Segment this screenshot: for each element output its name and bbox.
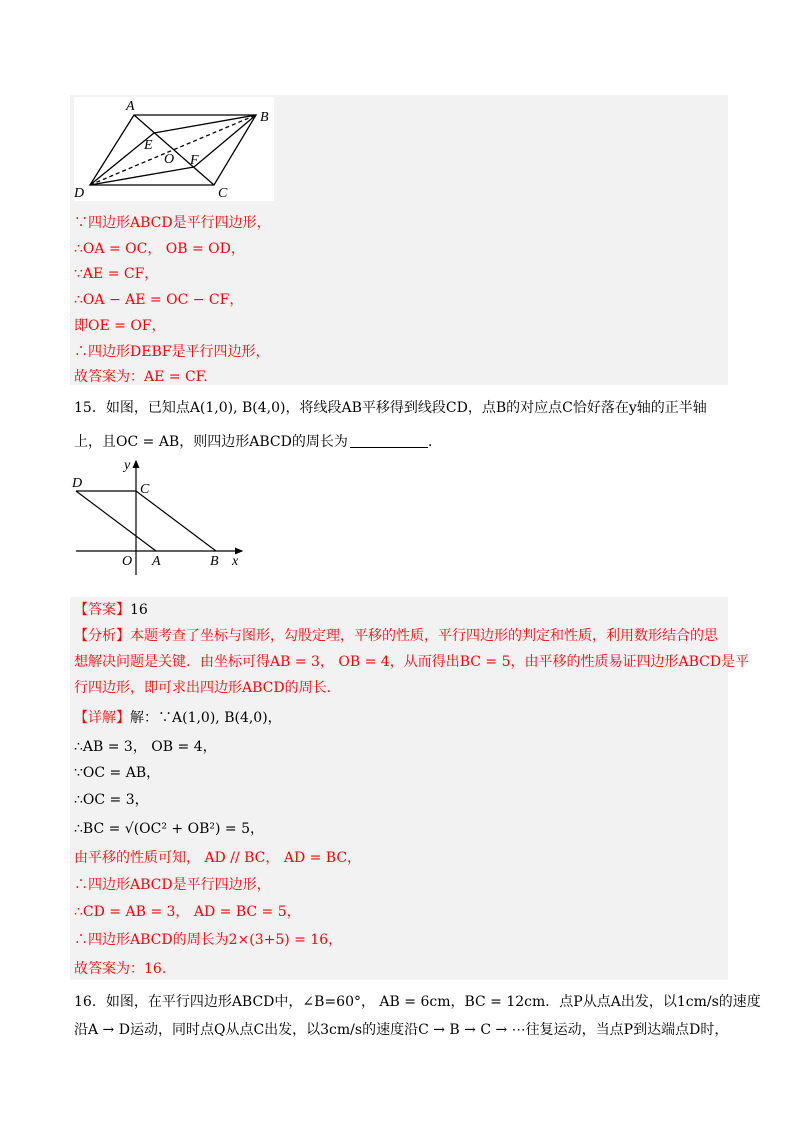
fig14-label-o: O xyxy=(164,152,175,167)
figure-15-coordinate-plane xyxy=(70,455,260,575)
fig15-label-o: O xyxy=(122,554,133,569)
fig15-label-x: x xyxy=(232,554,239,569)
question-16-line-2: 沿A → D运动，同时点Q从点C出发，以3cm/s的速度沿C → B → C → ⋯往复运动，当点P到达端点D时， xyxy=(74,1022,729,1038)
solution-14-line-7: 故答案为：AE = CF. xyxy=(74,369,208,385)
detail-line-8: ∴CD = AB = 3， AD = BC = 5， xyxy=(74,904,301,920)
detail-line-6: 由平移的性质可知， AD // BC， AD = BC， xyxy=(74,850,362,866)
detail-line-5: ∴BC = √(OC² + OB²) = 5， xyxy=(74,821,264,837)
fig14-label-f: F xyxy=(190,153,199,168)
fig14-label-a: A xyxy=(126,99,135,114)
detail-line-10: 故答案为：16. xyxy=(74,961,167,977)
answer-tag: 【答案】 xyxy=(74,602,130,618)
fig15-label-b: B xyxy=(210,554,219,569)
detail-text-1: 解：∵A(1,0), B(4,0)， xyxy=(130,710,282,726)
fig15-label-a: A xyxy=(152,554,161,569)
detail-line-1 xyxy=(74,709,282,727)
answer-value: 16 xyxy=(130,602,148,618)
fig14-label-c: C xyxy=(218,186,228,201)
question-15-line-1: 15．如图，已知点A(1,0), B(4,0)，将线段AB平移得到线段CD，点B的对应点C恰好落在y轴的正半轴 xyxy=(74,400,707,416)
solution-14-line-3: ∵AE = CF， xyxy=(74,266,159,282)
question-16-line-1: 16．如图，在平行四边形ABCD中，∠B=60°， AB = 6cm，BC = 12cm．点P从点A出发，以1cm/s的速度 xyxy=(74,994,761,1010)
answer-line xyxy=(74,601,148,619)
detail-line-3: ∵OC = AB， xyxy=(74,765,161,781)
answer-blank xyxy=(350,433,428,448)
solution-14-line-2: ∴OA = OC， OB = OD， xyxy=(74,241,245,257)
fig15-label-d: D xyxy=(72,476,83,491)
detail-tag: 【详解】 xyxy=(74,710,130,726)
analysis-line-2: 想解决问题是关键．由坐标可得AB = 3， OB = 4，从而得出BC = 5，由平移的性质易证四边形ABCD是平 xyxy=(74,654,750,670)
fig15-label-c: C xyxy=(140,482,150,497)
solution-14-line-5: 即OE = OF， xyxy=(74,318,166,334)
analysis-tag: 【分析】 xyxy=(74,628,130,644)
analysis-text-1: 本题考查了坐标与图形，勾股定理，平移的性质，平行四边形的判定和性质，利用数形结合的思 xyxy=(130,628,718,644)
fig14-label-d: D xyxy=(74,186,85,201)
solution-14-line-1: ∵四边形ABCD是平行四边形， xyxy=(74,215,271,231)
question-15-line-2 xyxy=(74,433,432,451)
fig14-label-b: B xyxy=(260,110,269,125)
solution-14-line-4: ∴OA − AE = OC − CF， xyxy=(74,292,244,308)
detail-line-2: ∴AB = 3， OB = 4， xyxy=(74,739,217,755)
question-15-line-2-text: 上，且OC = AB，则四边形ABCD的周长为 xyxy=(74,434,348,450)
analysis-line-1 xyxy=(74,627,718,645)
figure-14-parallelogram xyxy=(74,97,274,201)
fig15-label-y: y xyxy=(124,458,131,473)
fig14-label-e: E xyxy=(144,138,153,153)
question-15-line-2-end: . xyxy=(427,434,433,450)
detail-line-9: ∴四边形ABCD的周长为2×(3+5) = 16， xyxy=(74,932,343,948)
detail-line-7: ∴四边形ABCD是平行四边形， xyxy=(74,877,271,893)
analysis-line-3: 行四边形，即可求出四边形ABCD的周长. xyxy=(74,680,332,696)
detail-line-4: ∴OC = 3， xyxy=(74,792,149,808)
solution-14-line-6: ∴四边形DEBF是平行四边形， xyxy=(74,344,270,360)
